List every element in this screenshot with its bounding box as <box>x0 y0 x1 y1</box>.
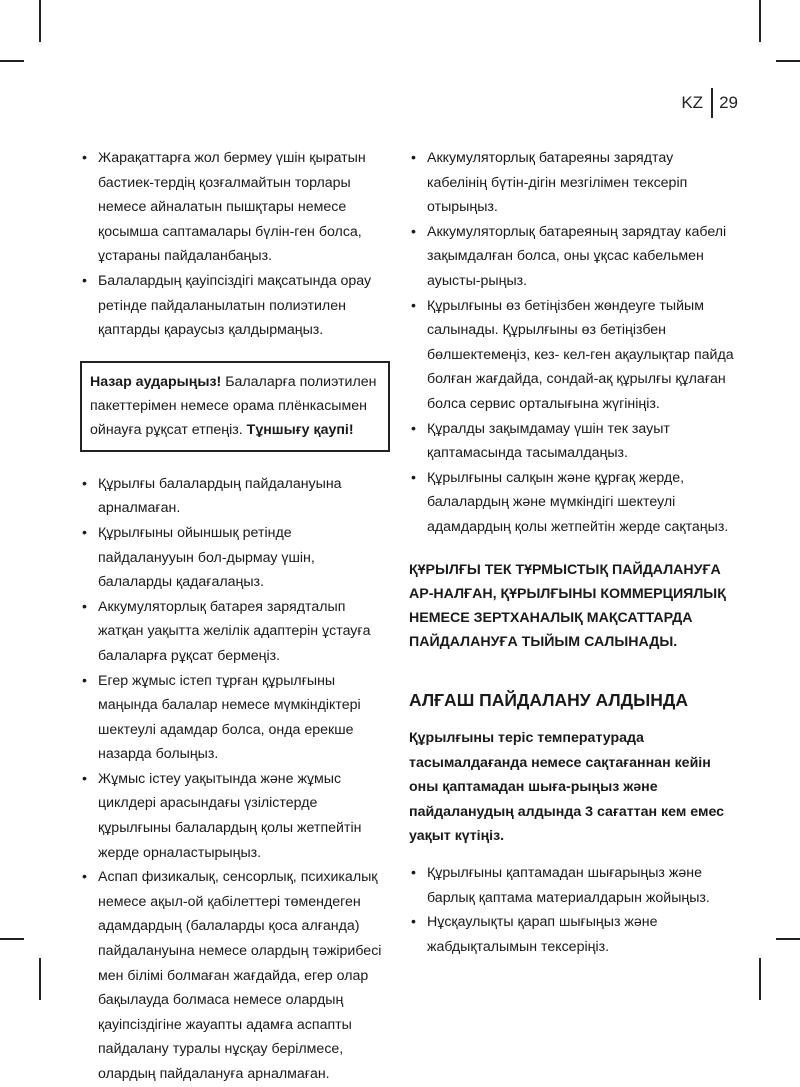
bullet-icon: • <box>82 524 87 541</box>
right-bullet-list-1 <box>409 146 737 540</box>
bullet-icon: • <box>411 297 416 314</box>
crop-mark-left-lower <box>0 938 24 940</box>
left-bullet-list-1 <box>80 146 390 343</box>
right-column <box>409 146 737 959</box>
bullet-icon: • <box>82 598 87 615</box>
page-header <box>681 88 738 118</box>
crop-mark-bottom-right <box>759 958 761 1000</box>
list-item: • Балалардың қауіпсіздігі мақсатында орау ретінде пайдаланылатын полиэтилен қаптарды қараусыз қалдырмаңыз. <box>80 269 390 343</box>
left-column <box>80 146 390 1087</box>
language-code: KZ <box>681 93 704 112</box>
list-item: • Құрылғы балалардың пайдалануына арналмаған. <box>80 472 390 521</box>
bullet-icon: • <box>82 869 87 886</box>
bullet-icon: • <box>411 914 416 931</box>
list-item: • Құралды зақымдамау үшін тек зауыт қаптамасында тасымалдаңыз. <box>409 417 737 466</box>
bullet-icon: • <box>411 469 416 486</box>
list-item: • Аккумуляторлық батарея зарядталып жатқан уақытта желілік адаптерін ұстауға балаларға рұқсат бермеңіз. <box>80 595 390 669</box>
temperature-notice: Құрылғыны теріс температурада тасымалдағанда немесе сақтағаннан кейін оны қаптамадан шыға-рыңыз және пайдаланудың алдында 3 сағаттан кем емес уақыт күтіңіз. <box>409 730 725 845</box>
commercial-use-notice: ҚҰРЫЛҒЫ ТЕК ТҰРМЫСТЫҚ ПАЙДАЛАНУҒА АР-НАЛҒАН, ҚҰРЫЛҒЫНЫ КОММЕРЦИЯЛЫҚ НЕМЕСЕ ЗЕРТХАНАЛЫҚ МАҚСАТТАРДА ПАЙДАЛАНУҒА ТЫЙЫМ САЛЫНАДЫ. <box>409 561 726 650</box>
list-item: • Құрылғыны қаптамадан шығарыңыз және барлық қаптама материалдарын жойыңыз. <box>409 861 737 910</box>
bullet-icon: • <box>82 475 87 492</box>
bullet-icon: • <box>411 223 416 240</box>
crop-mark-top-left <box>39 0 41 42</box>
list-item: • Аккумуляторлық батареяның зарядтау кабелі зақымдалған болса, оны ұқсас кабельмен ауысты-рыңыз. <box>409 220 737 294</box>
bullet-icon: • <box>82 150 87 166</box>
list-item: • Аккумуляторлық батареяны зарядтау кабелінің бүтін-дігін мезгілімен тексеріп отырыңыз. <box>409 146 737 220</box>
page-number: 29 <box>719 93 738 112</box>
crop-mark-right-lower <box>776 938 800 940</box>
bullet-icon: • <box>411 420 416 437</box>
list-item: • Егер жұмыс істеп тұрған құрылғыны маңында балалар немесе мүмкіндіктері шектеулі адамдар болса, онда ерекше назарда болыңыз. <box>80 669 390 767</box>
crop-mark-bottom-left <box>39 958 41 1000</box>
list-item: • Аспап физикалық, сенсорлық, психикалық немесе ақыл-ой қабілеттері төмендеген адамдардың (балаларды қоса алғанда) пайдалануына немесе олардың тәжірибесі мен білімі болмаған жағдайда, егер олар бақылауда болмаса немесе олардың қауіпсіздігіне жауапты адамға аспапты пайдалану туралы нұсқау берілмесе, олардың пайдалануға арналмаған. <box>80 865 390 1086</box>
warning-strong: Тұншығу қаупі! <box>246 421 354 438</box>
warning-text: Балаларға полиэтилен пакеттерімен немесе орама плёнкасымен ойнауға рұқсат етпеңіз. <box>90 373 377 438</box>
bullet-icon: • <box>82 272 87 289</box>
list-item: • Құрылғыны ойыншық ретінде пайдаланууын бол-дырмау үшін, балаларды қадағалаңыз. <box>80 521 390 595</box>
right-bullet-list-2 <box>409 861 737 959</box>
list-item: • Құрылғыны өз бетіңізбен жөндеуге тыйым салынады. Құрылғыны өз бетіңізбен бөлшектемеңіз, кез- кел-ген ақаулықтар пайда болған жағдайда, сондай-ақ құрылғы құлаған болса сервис орталығына жүгініңіз. <box>409 294 737 417</box>
list-item: • Жарақаттарға жол бермеу үшін қыратын бастиек-тердің қозғалмайтын торлары немесе айналатын пышқтары немесе қосымша саптамалары бүлін-ген болса, ұстараны пайдаланбаңыз. <box>80 146 390 269</box>
section-title: АЛҒАШ ПАЙДАЛАНУ АЛДЫНДА <box>409 689 689 710</box>
list-item: • Жұмыс істеу уақытында және жұмыс циклдері арасындағы үзілістерде құрылғыны балалардың қолы жетпейтін жерде орналастырыңыз. <box>80 767 390 865</box>
list-item: • Құрылғыны салқын және құрғақ жерде, балалардың және мүмкіндігі шектеулі адамдардың қолы жетпейтін жерде сақтаңыз. <box>409 466 737 540</box>
list-item: • Нұсқаулықты қарап шығыңыз және жабдықталымын тексеріңіз. <box>409 910 737 959</box>
bullet-icon: • <box>82 770 87 787</box>
left-bullet-list-2 <box>80 472 390 1087</box>
bullet-icon: • <box>82 672 87 689</box>
bullet-icon: • <box>411 865 416 882</box>
crop-mark-right-upper <box>776 60 800 62</box>
warning-box <box>80 361 390 452</box>
crop-mark-left-upper <box>0 60 24 62</box>
bullet-icon: • <box>411 150 416 166</box>
crop-mark-top-right <box>759 0 761 42</box>
warning-label: Назар аударыңыз! <box>90 373 222 390</box>
